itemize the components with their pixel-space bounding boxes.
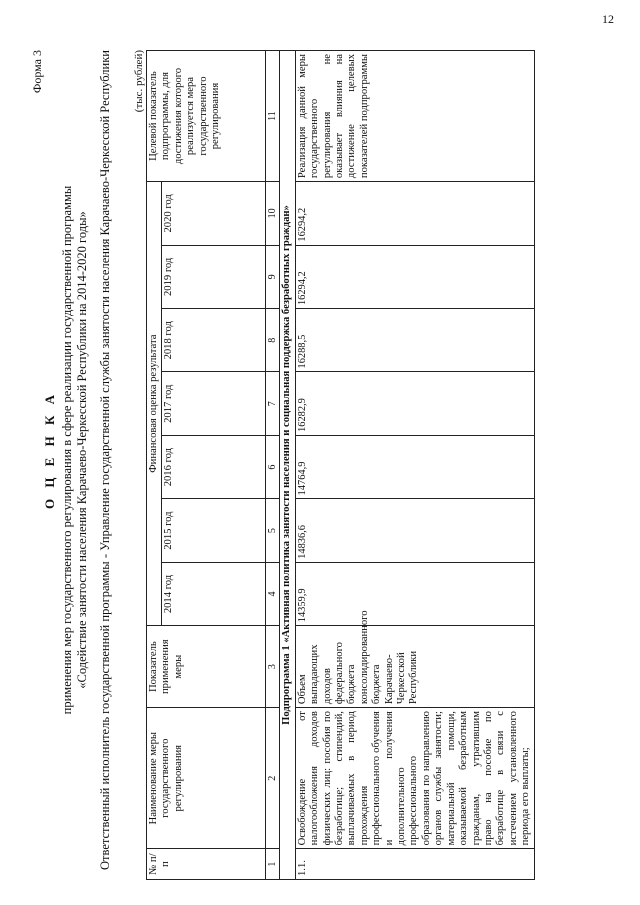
header-target: Целевой показатель подпрограммы, для достижения которого реализуется мера государственного регулирования xyxy=(147,51,266,182)
column-number: 7 xyxy=(266,372,280,435)
units-note: (тыс. рублей) xyxy=(133,50,145,113)
rotated-page-content xyxy=(30,20,590,880)
column-number: 9 xyxy=(266,245,280,308)
responsible-executor: Ответственный исполнитель государственной программы - Управление государственной службы занятости населения Карачаево-Черкесской Республики xyxy=(98,50,112,870)
column-number: 2 xyxy=(266,708,280,849)
header-year: 2020 год xyxy=(162,182,266,246)
assessment-table xyxy=(146,50,535,880)
column-number: 1 xyxy=(266,849,280,880)
header-year: 2015 год xyxy=(162,499,266,562)
column-number: 11 xyxy=(266,51,280,182)
column-number: 8 xyxy=(266,309,280,372)
row-value: 14764,9 xyxy=(295,435,534,498)
header-measure: Наименование меры государственного регулирования xyxy=(147,708,266,849)
header-year: 2017 год xyxy=(162,372,266,435)
document-subtitle-line-2: «Содействие занятости населения Карачаево-Черкесской Республики на 2014-2020 годы» xyxy=(75,211,89,689)
column-number: 3 xyxy=(266,626,280,708)
row-value: 16294,2 xyxy=(295,245,534,308)
column-number: 4 xyxy=(266,562,280,625)
row-value: 14836,6 xyxy=(295,499,534,562)
column-number: 5 xyxy=(266,499,280,562)
table-row xyxy=(295,51,534,880)
row-value: 14359,9 xyxy=(295,562,534,625)
table-header-row xyxy=(147,51,162,880)
column-number: 10 xyxy=(266,182,280,246)
row-num: 1.1. xyxy=(295,849,534,880)
page-number: 12 xyxy=(602,12,614,26)
header-year: 2018 год xyxy=(162,309,266,372)
header-year: 2016 год xyxy=(162,435,266,498)
column-number: 6 xyxy=(266,435,280,498)
row-indicator: Объем выпадающих доходов федерального бюджета консолидированного бюджета Карачаево-Черкесской Республики xyxy=(295,626,534,708)
header-financial: Финансовая оценка результата xyxy=(147,182,162,626)
row-value: 16288,5 xyxy=(295,309,534,372)
subprogram-row xyxy=(280,51,295,880)
header-indicator: Показатель применения меры xyxy=(147,626,266,708)
column-numbers-row xyxy=(266,51,280,880)
header-year: 2019 год xyxy=(162,245,266,308)
header-year: 2014 год xyxy=(162,562,266,625)
row-value: 16294,2 xyxy=(295,182,534,246)
document-title: О Ц Е Н К А xyxy=(42,390,57,510)
row-measure: Освобождение от налогообложения доходов физических лиц: пособия по безработице; стипендий, выплачиваемых в период прохождения профессионального обучения и получения дополнительного профессионального образования по направлению органов службы занятости; материальной помощи, оказываемой безработным гражданам, утратившим право на пособие по безработице в связи с истечением установленного периода его выплаты; xyxy=(295,708,534,849)
header-num: № п/п xyxy=(147,849,266,880)
row-value: 16282,9 xyxy=(295,372,534,435)
form-label: Форма 3 xyxy=(30,50,44,94)
document-subtitle-line-1: применения мер государственного регулирования в сфере реализации государственной программы xyxy=(60,185,74,715)
row-target: Реализация данной меры государственного регулирования не оказывает влияния на достижение целевых показателей подпрограммы xyxy=(295,51,534,182)
subprogram-title: Подпрограмма 1 «Активная политика занятости населения и социальная поддержка безработных граждан» xyxy=(280,51,295,880)
